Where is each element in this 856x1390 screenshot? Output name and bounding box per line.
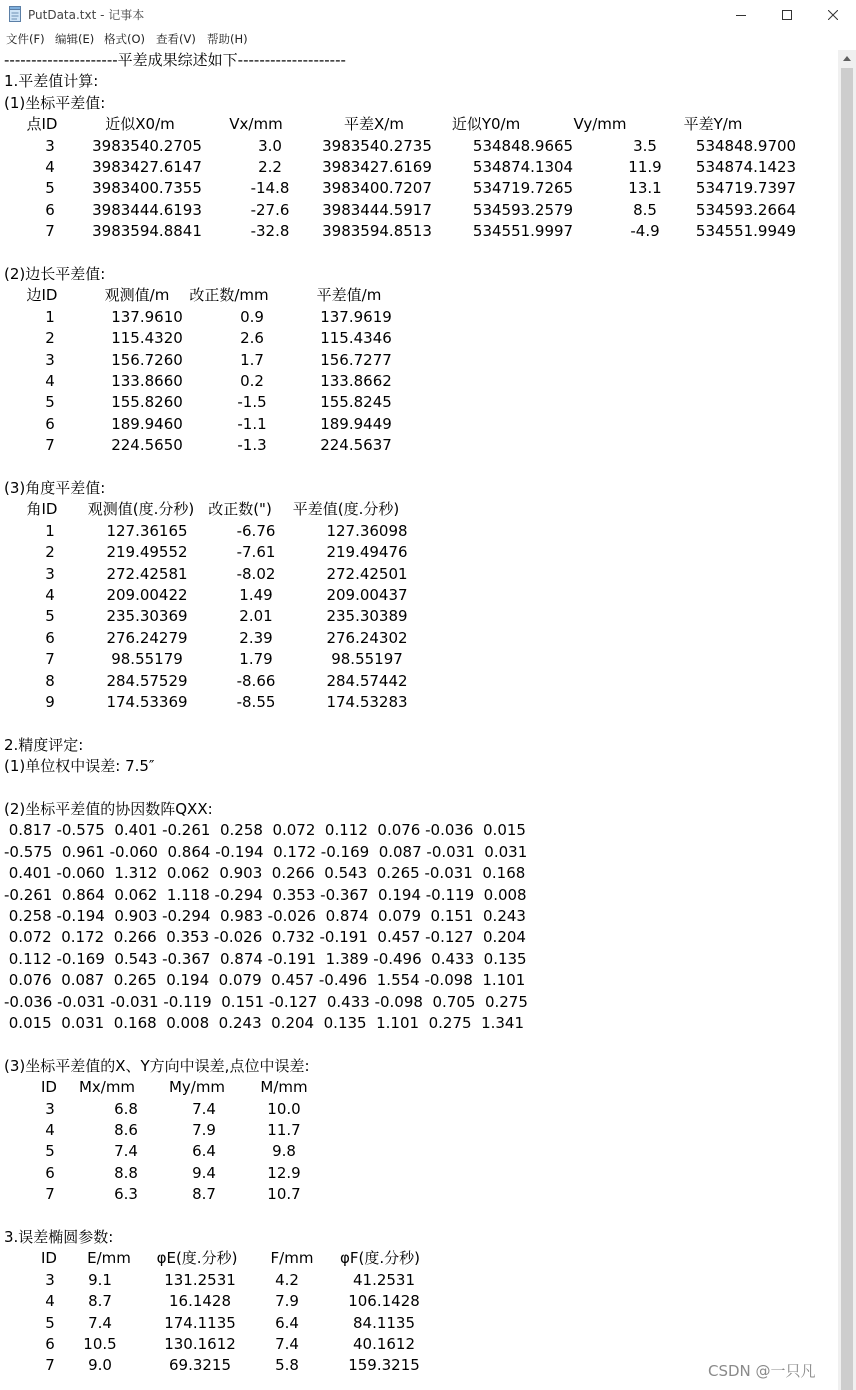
maximize-icon xyxy=(782,10,792,20)
table-cell: -1.5 xyxy=(237,393,267,412)
table-cell: 8.8 xyxy=(114,1163,138,1182)
table-cell: E/mm xyxy=(87,1249,131,1268)
table-cell: 10.7 xyxy=(267,1185,301,1204)
header-line xyxy=(0,50,838,71)
qxx-matrix-row-text: -0.261 0.864 0.062 1.118 -0.294 0.353 -0.367 0.194 -0.119 0.008 xyxy=(4,885,527,904)
table-cell: My/mm xyxy=(168,1078,226,1097)
watermark: CSDN @一只凡 xyxy=(708,1362,816,1380)
table-cell: 189.9449 xyxy=(320,414,392,433)
menu-bar xyxy=(0,29,856,49)
edge-table-row xyxy=(0,435,838,456)
table-cell: 8.7 xyxy=(88,1292,112,1311)
table-cell: 7.4 xyxy=(275,1335,299,1353)
table-cell: 1.79 xyxy=(239,650,273,669)
edge-table-header xyxy=(0,285,838,306)
table-cell: 近似X0/m xyxy=(105,115,175,134)
section-2-title-text: 2.精度评定: xyxy=(4,735,84,754)
table-cell: 6.8 xyxy=(114,1099,138,1118)
error-table-header xyxy=(0,1077,838,1098)
qxx-matrix-row xyxy=(0,992,838,1013)
qxx-matrix-row xyxy=(0,970,838,991)
error-table-row xyxy=(0,1163,838,1184)
table-cell: 7 xyxy=(45,222,55,241)
table-cell: 127.36098 xyxy=(326,521,408,540)
table-cell: Vy/mm xyxy=(573,115,627,134)
table-cell: 5 xyxy=(45,1313,55,1332)
maximize-button[interactable] xyxy=(764,0,810,29)
table-cell: 534848.9665 xyxy=(472,136,574,155)
table-cell: 13.1 xyxy=(628,179,662,198)
qxx-matrix-row-text: -0.575 0.961 -0.060 0.864 -0.194 0.172 -0.169 0.087 -0.031 0.031 xyxy=(4,842,528,861)
table-cell: -1.3 xyxy=(237,436,267,455)
table-cell: 3983400.7207 xyxy=(322,179,432,198)
menu-help[interactable]: 帮助(H) xyxy=(207,32,248,46)
table-cell: Mx/mm xyxy=(78,1078,136,1097)
edge-table-row xyxy=(0,371,838,392)
section-3-title-text: 3.误差椭圆参数: xyxy=(4,1228,114,1246)
error-table-row xyxy=(0,1120,838,1141)
coord-table-row xyxy=(0,200,838,221)
table-cell: -8.55 xyxy=(236,693,276,711)
table-cell: 8.5 xyxy=(633,200,657,219)
table-cell: 11.9 xyxy=(628,158,662,176)
table-cell: 9.1 xyxy=(88,1270,112,1289)
table-cell: 平差值(度.分秒) xyxy=(292,500,400,519)
minimize-button[interactable] xyxy=(718,0,764,29)
minimize-icon xyxy=(736,10,746,20)
close-button[interactable] xyxy=(810,0,856,29)
table-cell: 7.9 xyxy=(275,1292,299,1311)
table-cell: 2 xyxy=(45,543,55,562)
qxx-matrix-row xyxy=(0,885,838,906)
table-cell: 224.5650 xyxy=(111,436,183,455)
table-cell: ID xyxy=(41,1078,57,1097)
table-cell: M/mm xyxy=(260,1078,308,1097)
table-cell: 3 xyxy=(45,564,55,583)
coord-table-row xyxy=(0,157,838,178)
table-cell: -14.8 xyxy=(250,179,290,198)
table-cell: 155.8245 xyxy=(320,393,392,412)
table-cell: φE(度.分秒) xyxy=(156,1249,238,1268)
table-cell: 84.1135 xyxy=(352,1313,416,1332)
table-cell: 平差Y/m xyxy=(683,115,743,134)
table-cell: -4.9 xyxy=(630,222,660,241)
table-cell: 7 xyxy=(45,1185,55,1204)
menu-edit[interactable]: 编辑(E) xyxy=(55,32,95,46)
section-1-2-title xyxy=(0,264,838,285)
table-cell: 534551.9997 xyxy=(472,222,574,241)
table-cell: 137.9610 xyxy=(111,307,183,326)
table-cell: 115.4346 xyxy=(320,329,392,348)
header-line-text: ---------------------平差成果综述如下-------------------- xyxy=(4,51,346,69)
table-cell: -8.66 xyxy=(236,671,276,690)
table-cell: 2.2 xyxy=(258,158,282,176)
table-cell: 235.30389 xyxy=(326,607,408,626)
table-cell: 16.1428 xyxy=(168,1292,232,1311)
table-cell: 3 xyxy=(45,136,55,155)
table-cell: 534593.2579 xyxy=(472,200,574,219)
section-1-2-title-text: (2)边长平差值: xyxy=(4,265,106,283)
ellipse-table-row xyxy=(0,1313,838,1334)
table-cell: 7.4 xyxy=(88,1313,112,1332)
angle-table-row xyxy=(0,606,838,627)
table-cell: 6.3 xyxy=(114,1185,138,1204)
table-cell: 11.7 xyxy=(267,1121,301,1139)
table-cell: 3983594.8841 xyxy=(92,222,202,241)
section-1-title-text: 1.平差值计算: xyxy=(4,72,99,91)
coord-table-header xyxy=(0,114,838,135)
table-cell: 0.2 xyxy=(240,372,264,390)
section-2-title xyxy=(0,735,838,756)
qxx-matrix-row-text: 0.817 -0.575 0.401 -0.261 0.258 0.072 0.112 0.076 -0.036 0.015 xyxy=(4,821,526,840)
table-cell: 0.9 xyxy=(240,307,264,326)
section-2-3-title-text: (3)坐标平差值的X、Y方向中误差,点位中误差: xyxy=(4,1056,310,1075)
table-cell: -27.6 xyxy=(250,200,290,219)
table-cell: 5 xyxy=(45,1142,55,1161)
table-cell: 6.4 xyxy=(192,1142,216,1161)
menu-format[interactable]: 格式(O) xyxy=(104,32,146,46)
table-cell: 2.01 xyxy=(239,607,273,626)
table-cell: 174.53369 xyxy=(106,693,188,711)
table-cell: -7.61 xyxy=(236,543,276,562)
table-cell: 534593.2664 xyxy=(695,200,797,219)
table-cell: 6 xyxy=(45,414,55,433)
table-cell: 6 xyxy=(45,628,55,647)
table-cell: -8.02 xyxy=(236,564,276,583)
table-cell: 272.42501 xyxy=(326,564,408,583)
table-cell: 534551.9949 xyxy=(695,222,797,241)
table-cell: 近似Y0/m xyxy=(451,115,521,134)
table-cell: 8.6 xyxy=(114,1121,138,1139)
section-3-title xyxy=(0,1227,838,1248)
edge-table-row xyxy=(0,328,838,349)
window-title: PutData.txt - 记事本 xyxy=(28,8,145,22)
table-cell: 观测值/m xyxy=(104,286,170,305)
title-bar[interactable] xyxy=(0,0,856,29)
angle-table-row xyxy=(0,649,838,670)
section-2-2-title xyxy=(0,799,838,820)
table-cell: 点ID xyxy=(26,115,58,134)
table-cell: 159.3215 xyxy=(348,1356,420,1375)
table-cell: 10.0 xyxy=(267,1099,301,1118)
table-cell: 5.8 xyxy=(275,1356,299,1375)
table-cell: 534874.1304 xyxy=(472,158,574,176)
qxx-matrix-row xyxy=(0,949,838,970)
table-cell: 2.6 xyxy=(240,329,264,348)
table-cell: 115.4320 xyxy=(111,329,183,348)
table-cell: 4 xyxy=(45,586,55,604)
table-cell: 10.5 xyxy=(83,1335,117,1353)
table-cell: 2 xyxy=(45,329,55,348)
error-table-row xyxy=(0,1141,838,1162)
coord-table-row xyxy=(0,178,838,199)
table-cell: 6 xyxy=(45,1163,55,1182)
edge-table-row xyxy=(0,392,838,413)
table-cell: 276.24302 xyxy=(326,628,408,647)
table-cell: 130.1612 xyxy=(164,1335,236,1353)
table-cell: 156.7260 xyxy=(111,350,183,369)
table-cell: 174.53283 xyxy=(326,693,408,711)
table-cell: 4 xyxy=(45,372,55,390)
table-cell: 平差值/m xyxy=(316,286,382,305)
table-cell: 6.4 xyxy=(275,1313,299,1332)
table-cell: 5 xyxy=(45,179,55,198)
vertical-scrollbar[interactable] xyxy=(838,50,856,1390)
table-cell: 7 xyxy=(45,436,55,455)
table-cell: 9.8 xyxy=(272,1142,296,1161)
text-editor[interactable] xyxy=(0,50,838,1390)
angle-table-row xyxy=(0,521,838,542)
table-cell: 5 xyxy=(45,607,55,626)
table-cell: 284.57442 xyxy=(326,671,408,690)
table-cell: 12.9 xyxy=(267,1163,301,1182)
section-1-1-title xyxy=(0,93,838,114)
table-cell: 155.8260 xyxy=(111,393,183,412)
table-cell: 1 xyxy=(45,307,55,326)
table-cell: 8.7 xyxy=(192,1185,216,1204)
table-cell: 角ID xyxy=(26,500,58,519)
scroll-up-arrow-icon[interactable] xyxy=(838,50,856,67)
qxx-matrix-row-text: 0.076 0.087 0.265 0.194 0.079 0.457 -0.496 1.554 -0.098 1.101 xyxy=(4,971,526,990)
qxx-matrix-row xyxy=(0,927,838,948)
error-table-row xyxy=(0,1099,838,1120)
table-cell: 3983444.5917 xyxy=(322,200,432,219)
ellipse-table-row xyxy=(0,1291,838,1312)
table-cell: -1.1 xyxy=(237,414,267,433)
close-icon xyxy=(828,10,838,20)
table-cell: 272.42581 xyxy=(106,564,188,583)
table-cell: 9 xyxy=(45,693,55,711)
table-cell: 4 xyxy=(45,1292,55,1311)
table-cell: 6 xyxy=(45,200,55,219)
table-cell: 131.2531 xyxy=(164,1270,236,1289)
table-cell: 3983540.2705 xyxy=(92,136,202,155)
table-cell: 133.8662 xyxy=(320,372,392,390)
table-cell: 133.8660 xyxy=(111,372,183,390)
table-cell: 2.39 xyxy=(239,628,273,647)
section-1-1-title-text: (1)坐标平差值: xyxy=(4,93,106,112)
angle-table-row xyxy=(0,692,838,713)
table-cell: 3.0 xyxy=(258,136,282,155)
table-cell: 改正数/mm xyxy=(189,286,269,305)
table-cell: 改正数(") xyxy=(208,500,272,519)
table-cell: 1.7 xyxy=(240,350,264,369)
coord-table-row xyxy=(0,136,838,157)
menu-file[interactable]: 文件(F) xyxy=(6,32,45,46)
qxx-matrix-row xyxy=(0,906,838,927)
table-cell: 3983400.7355 xyxy=(92,179,202,198)
table-cell: 1.49 xyxy=(239,586,273,604)
table-cell: 137.9619 xyxy=(320,307,392,326)
qxx-matrix-row-text: 0.401 -0.060 1.312 0.062 0.903 0.266 0.543 0.265 -0.031 0.168 xyxy=(4,864,526,883)
table-cell: 8 xyxy=(45,671,55,690)
table-cell: 3983540.2735 xyxy=(322,136,432,155)
table-cell: 3.5 xyxy=(633,136,657,155)
ellipse-table-header xyxy=(0,1248,838,1269)
table-cell: 219.49476 xyxy=(326,543,408,562)
table-cell: 106.1428 xyxy=(348,1292,420,1311)
table-cell: Vx/mm xyxy=(229,115,283,134)
table-cell: 3983427.6169 xyxy=(322,158,432,176)
table-cell: 1 xyxy=(45,521,55,540)
notepad-icon xyxy=(8,6,22,22)
table-cell: 9.0 xyxy=(88,1356,112,1375)
menu-view[interactable]: 查看(V) xyxy=(156,32,196,46)
qxx-matrix-row xyxy=(0,820,838,841)
table-cell: 4 xyxy=(45,158,55,176)
table-cell: 235.30369 xyxy=(106,607,188,626)
table-cell: 40.1612 xyxy=(352,1335,416,1353)
table-cell: 69.3215 xyxy=(168,1356,232,1375)
table-cell: 534719.7397 xyxy=(695,179,797,198)
table-cell: φF(度.分秒) xyxy=(340,1249,420,1268)
coord-table-row xyxy=(0,221,838,242)
table-cell: 3 xyxy=(45,1270,55,1289)
table-cell: 7 xyxy=(45,1356,55,1375)
table-cell: 3983444.6193 xyxy=(92,200,202,219)
scroll-thumb[interactable] xyxy=(841,68,853,1390)
table-cell: 7.4 xyxy=(114,1142,138,1161)
table-cell: 98.55179 xyxy=(111,650,183,669)
section-1-3-title-text: (3)角度平差值: xyxy=(4,479,106,497)
angle-table-row xyxy=(0,585,838,606)
edge-table-row xyxy=(0,307,838,328)
table-cell: 7 xyxy=(45,650,55,669)
table-cell: 3 xyxy=(45,1099,55,1118)
angle-table-header xyxy=(0,499,838,520)
table-cell: 3983427.6147 xyxy=(92,158,202,176)
table-cell: 边ID xyxy=(26,286,58,305)
qxx-matrix-row xyxy=(0,842,838,863)
qxx-matrix-row-text: 0.072 0.172 0.266 0.353 -0.026 0.732 -0.191 0.457 -0.127 0.204 xyxy=(4,928,526,947)
section-2-1-line-text: (1)单位权中误差: 7.5″ xyxy=(4,757,155,776)
table-cell: 534874.1423 xyxy=(695,158,797,176)
qxx-matrix-row xyxy=(0,1013,838,1034)
table-cell: 41.2531 xyxy=(352,1270,416,1289)
table-cell: 7.4 xyxy=(192,1099,216,1118)
angle-table-row xyxy=(0,564,838,585)
section-2-3-title xyxy=(0,1056,838,1077)
table-cell: 209.00422 xyxy=(106,586,188,604)
table-cell: 4.2 xyxy=(275,1270,299,1289)
table-cell: 209.00437 xyxy=(326,586,408,604)
section-2-1-line xyxy=(0,756,838,777)
table-cell: F/mm xyxy=(270,1249,314,1268)
table-cell: 224.5637 xyxy=(320,436,392,455)
table-cell: 7.9 xyxy=(192,1121,216,1139)
table-cell: 189.9460 xyxy=(111,414,183,433)
table-cell: 3 xyxy=(45,350,55,369)
table-cell: 534848.9700 xyxy=(695,136,797,155)
section-2-2-title-text: (2)坐标平差值的协因数阵QXX: xyxy=(4,800,213,818)
qxx-matrix-row-text: 0.015 0.031 0.168 0.008 0.243 0.204 0.135 1.101 0.275 1.341 xyxy=(4,1014,525,1032)
ellipse-table-row xyxy=(0,1334,838,1355)
table-cell: 98.55197 xyxy=(331,650,403,669)
table-cell: -6.76 xyxy=(236,521,276,540)
angle-table-row xyxy=(0,542,838,563)
table-cell: 174.1135 xyxy=(164,1313,236,1332)
table-cell: 534719.7265 xyxy=(472,179,574,198)
qxx-matrix-row xyxy=(0,863,838,884)
section-1-3-title xyxy=(0,478,838,499)
table-cell: 6 xyxy=(45,1335,55,1353)
error-table-row xyxy=(0,1184,838,1205)
table-cell: 4 xyxy=(45,1121,55,1139)
table-cell: 219.49552 xyxy=(106,543,188,562)
table-cell: 平差X/m xyxy=(344,115,404,134)
qxx-matrix-row-text: -0.036 -0.031 -0.031 -0.119 0.151 -0.127 0.433 -0.098 0.705 0.275 xyxy=(4,992,528,1011)
qxx-matrix-row-text: 0.112 -0.169 0.543 -0.367 0.874 -0.191 1.389 -0.496 0.433 0.135 xyxy=(4,949,527,968)
table-cell: 127.36165 xyxy=(106,521,188,540)
table-cell: 3983594.8513 xyxy=(322,222,432,241)
angle-table-row xyxy=(0,628,838,649)
ellipse-table-row xyxy=(0,1270,838,1291)
table-cell: 5 xyxy=(45,393,55,412)
table-cell: 276.24279 xyxy=(106,628,188,647)
qxx-matrix-row-text: 0.258 -0.194 0.903 -0.294 0.983 -0.026 0.874 0.079 0.151 0.243 xyxy=(4,907,526,925)
angle-table-row xyxy=(0,671,838,692)
table-cell: ID xyxy=(41,1249,57,1268)
table-cell: 9.4 xyxy=(192,1163,216,1182)
table-cell: -32.8 xyxy=(250,222,290,241)
edge-table-row xyxy=(0,350,838,371)
table-cell: 284.57529 xyxy=(106,671,188,690)
table-cell: 观测值(度.分秒) xyxy=(87,500,195,519)
section-1-title xyxy=(0,71,838,92)
edge-table-row xyxy=(0,414,838,435)
table-cell: 156.7277 xyxy=(320,350,392,369)
